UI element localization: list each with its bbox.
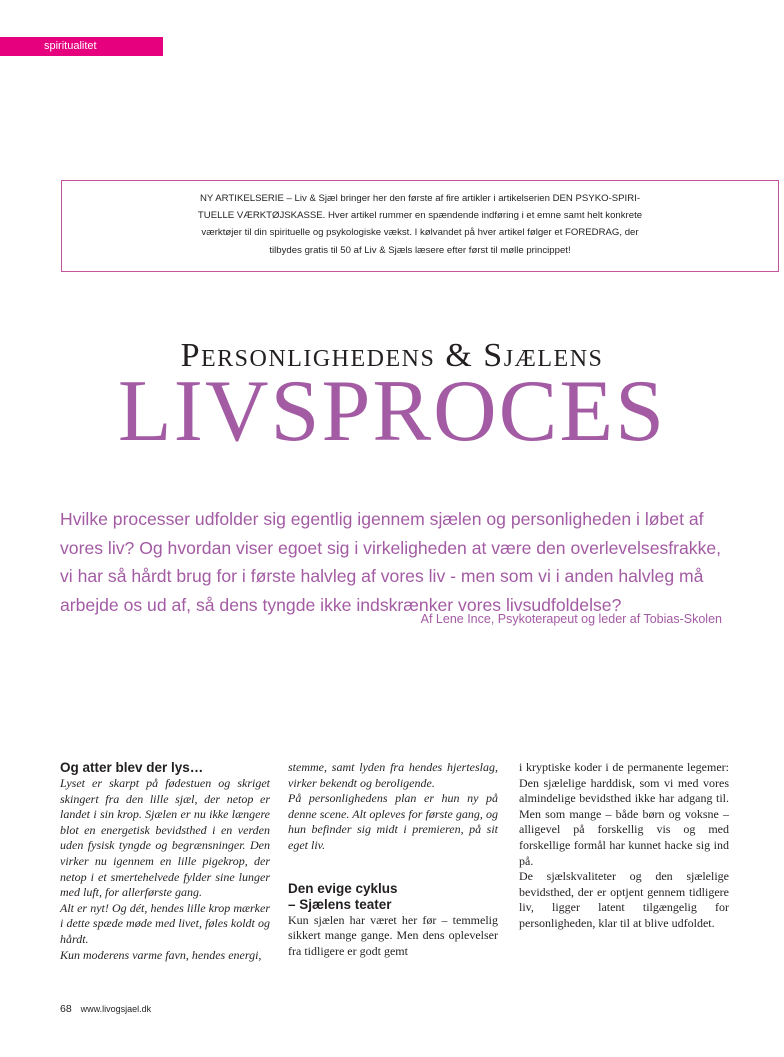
intro-line: TUELLE VÆRKTØJSKASSE. Hver artikel rummer en spændende indføring i et emne samt helt konkrete [197,210,643,222]
intro-line: NY ARTIKELSERIE – Liv & Sjæl bringer her den første af fire artikler i artikelserien DEN PSYKO-SPIRI- [199,193,641,204]
page-title: LIVSPROCES [117,363,667,460]
body-paragraph: På personlighedens plan er hun ny på denne scene. Alt opleves for første gang, og hun befinder sig midt i premieren, på sit eget liv. [288,791,498,852]
article-column-2 [288,760,498,959]
section-tag: spiritualitet [0,37,163,56]
body-paragraph: De sjælskvaliteter og den sjælelige bevidsthed, der er optjent gennem tidligere liv, ligger latent tilgængelig for personligheden, klar til at blive udfoldet. [519,869,729,930]
body-paragraph: Alt er nyt! Og dét, hendes lille krop mærker i dette spæde møde med livet, føles koldt og hårdt. [60,900,270,946]
lead-line: Hvilke processer udfolder sig egentlig igennem sjælen og personligheden i løbet af [60,509,704,529]
intro-line: tilbydes gratis til 50 af Liv & Sjæls læsere efter først til mølle princippet! [269,244,571,256]
lead-line: arbejde os ud af, så dens tyngde ikke indskrænker vores livsudfoldelse? [60,594,622,615]
heading-line: – Sjælens teater [288,896,392,912]
author-byline: Af Lene Ince, Psykoterapeut og leder af Tobias-Skolen [420,612,722,626]
page-number: 68 [60,1003,72,1015]
title-kicker: Personlighedens & Sjælens [180,337,604,374]
heading-line: Den evige cyklus [288,880,398,896]
body-paragraph: i kryptiske koder i de permanente legemer: Den sjælelige harddisk, som vi med vores almindelige bevidsthed ikke har adgang til. Men som mange – både børn og voksne – alligevel på forskellig vis og med forskellige formål har kunnet hacke sig ind på. [519,760,729,868]
lead-line: vores liv? Og hvordan viser egoet sig i virkeligheden at være den overlevelsesfrakke, [60,537,722,558]
body-paragraph: Kun sjælen har været her før – temmelig sikkert mange gange. Men dens oplevelser fra tidligere er godt gemt [288,912,498,958]
article-column-3 [519,760,729,932]
section-heading [288,881,498,913]
lead-paragraph [60,505,740,619]
intro-line: værktøjer til din spirituelle og psykologiske vækst. I kølvandet på hver artikel følger et FOREDRAG, der [201,227,639,239]
body-paragraph: stemme, samt lyden fra hendes hjerteslag, virker bekendt og beroligende. [288,760,498,790]
website-url: www.livogsjael.dk [80,1004,152,1014]
article-column-1 [60,760,270,963]
section-heading: Og atter blev der lys… [60,760,204,775]
lead-line: vi har så hårdt brug for i første halvleg af vores liv - men som vi i anden halvleg må [60,566,704,586]
series-intro-box [61,180,779,272]
page-footer [60,1003,151,1015]
body-paragraph: Lyset er skarpt på fødestuen og skriget skingert fra den lille sjæl, der netop er landet i sin krop. Sjælen er nu ikke længere blot en energetisk bevidsthed i en verden uden fysisk tyngde og begrænsninger. Den virker nu igennem en lille pigekrop, der netop i et smertehelvede fylder sine lunger med luft, for allerførste gang. [60,776,270,900]
body-paragraph: Kun moderens varme favn, hendes energi, [60,947,262,962]
